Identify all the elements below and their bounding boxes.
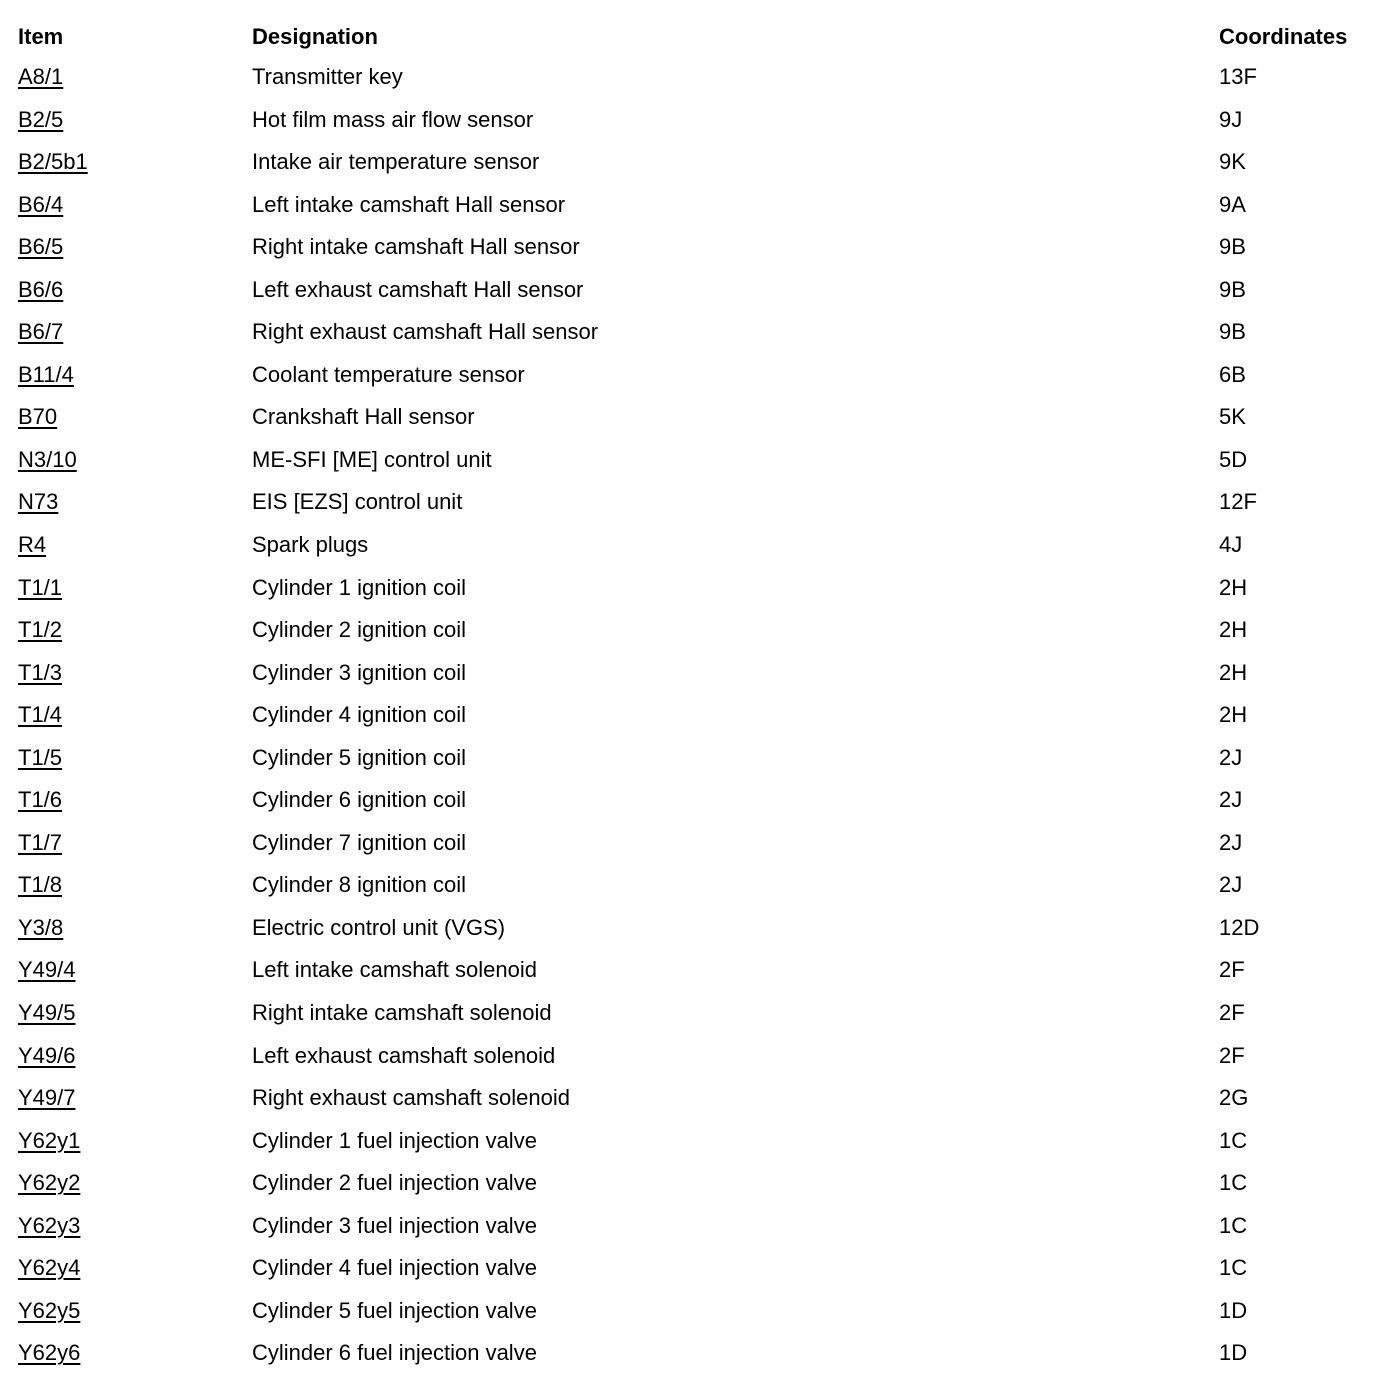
table-row (18, 439, 1378, 482)
coordinates-cell: 2H (1219, 617, 1248, 643)
table-row (18, 226, 1378, 269)
designation-cell: Right exhaust camshaft Hall sensor (252, 319, 599, 345)
designation-cell: Cylinder 5 fuel injection valve (252, 1297, 537, 1323)
item-link[interactable]: Y62y6 (18, 1340, 81, 1366)
item-link[interactable]: R4 (18, 532, 47, 558)
designation-cell: Transmitter key (252, 64, 403, 89)
designation-cell: Left intake camshaft Hall sensor (252, 191, 566, 217)
item-cell (18, 481, 58, 524)
designation-cell: Left intake camshaft solenoid (252, 957, 537, 983)
item-cell (18, 992, 76, 1035)
table-row (18, 1205, 1378, 1248)
designation-cell: Right exhaust camshaft solenoid (252, 1085, 570, 1111)
designation-cell: Cylinder 2 fuel injection valve (252, 1170, 537, 1196)
coordinates-cell: 2J (1219, 744, 1243, 770)
item-link[interactable]: Y49/4 (18, 957, 76, 983)
item-cell (18, 1162, 80, 1205)
designation-cell: Electric control unit (VGS) (252, 914, 506, 940)
table-row (18, 269, 1378, 312)
table-row (18, 609, 1378, 652)
item-link[interactable]: B6/5 (18, 234, 64, 260)
coordinates-cell: 9B (1219, 234, 1246, 260)
designation-cell: Right intake camshaft Hall sensor (252, 234, 580, 260)
item-link[interactable]: Y3/8 (18, 914, 64, 940)
item-column-header: Item (18, 24, 64, 49)
table-row (18, 1162, 1378, 1205)
item-link[interactable]: T1/5 (18, 744, 63, 770)
item-cell (18, 822, 62, 865)
item-link[interactable]: Y62y5 (18, 1297, 81, 1323)
table-row (18, 992, 1378, 1035)
item-cell (18, 609, 62, 652)
coordinates-cell: 4J (1219, 532, 1243, 558)
table-row (18, 354, 1378, 397)
coordinates-cell: 2F (1219, 1042, 1245, 1068)
table-row (18, 311, 1378, 354)
item-cell (18, 737, 62, 780)
item-cell (18, 99, 63, 142)
designation-cell: Cylinder 3 ignition coil (252, 659, 466, 685)
item-cell (18, 907, 63, 950)
table-row (18, 864, 1378, 907)
item-cell (18, 396, 57, 439)
item-link[interactable]: T1/2 (18, 617, 63, 643)
designation-cell: Cylinder 1 ignition coil (252, 574, 466, 600)
table-row (18, 652, 1378, 695)
designation-cell: Cylinder 3 fuel injection valve (252, 1212, 537, 1238)
designation-cell: Crankshaft Hall sensor (252, 404, 475, 430)
coordinates-cell: 1C (1219, 1170, 1248, 1196)
designation-cell: Intake air temperature sensor (252, 149, 540, 175)
item-link[interactable]: Y49/5 (18, 1000, 76, 1026)
item-cell (18, 949, 76, 992)
table-row (18, 1077, 1378, 1120)
designation-cell: Right intake camshaft solenoid (252, 1000, 552, 1026)
component-legend-table (18, 18, 1378, 1375)
item-cell (18, 184, 63, 227)
coordinates-cell: 2F (1219, 957, 1245, 983)
item-link[interactable]: B2/5b1 (18, 149, 88, 175)
designation-cell: EIS [EZS] control unit (252, 489, 463, 515)
table-row (18, 779, 1378, 822)
coordinates-cell: 2J (1219, 829, 1243, 855)
item-cell (18, 524, 46, 567)
item-cell (18, 1205, 80, 1248)
designation-cell: Cylinder 1 fuel injection valve (252, 1127, 537, 1153)
coordinates-cell: 1D (1219, 1340, 1248, 1366)
item-cell (18, 1332, 80, 1375)
coordinates-cell: 9J (1219, 106, 1243, 132)
table-row (18, 99, 1378, 142)
item-link[interactable]: B11/4 (18, 361, 74, 387)
item-link[interactable]: Y62y3 (18, 1212, 81, 1238)
coordinates-cell: 2F (1219, 1000, 1245, 1026)
item-cell (18, 56, 63, 99)
item-link[interactable]: T1/3 (18, 659, 63, 685)
item-cell (18, 1290, 80, 1333)
item-cell (18, 779, 62, 822)
table-row (18, 907, 1378, 950)
item-cell (18, 1077, 76, 1120)
item-cell (18, 439, 77, 482)
designation-cell: ME-SFI [ME] control unit (252, 446, 492, 472)
coordinates-cell: 13F (1219, 64, 1257, 89)
item-cell (18, 354, 74, 397)
designation-cell: Cylinder 4 fuel injection valve (252, 1255, 537, 1281)
item-link[interactable]: Y49/7 (18, 1085, 76, 1111)
item-link[interactable]: B6/6 (18, 276, 64, 302)
table-row (18, 524, 1378, 567)
designation-cell: Cylinder 6 fuel injection valve (252, 1340, 537, 1366)
table-row (18, 737, 1378, 780)
table-row (18, 949, 1378, 992)
item-link[interactable]: B6/4 (18, 191, 64, 217)
item-cell (18, 567, 62, 610)
table-row (18, 1035, 1378, 1078)
item-link[interactable]: B70 (18, 404, 58, 430)
item-cell (18, 694, 62, 737)
coordinates-cell: 9B (1219, 319, 1246, 345)
item-link[interactable]: T1/8 (18, 872, 63, 898)
table-header-row (18, 18, 1378, 56)
coordinates-cell: 12F (1219, 489, 1257, 515)
item-cell (18, 1035, 76, 1078)
item-link[interactable]: A8/1 (18, 64, 64, 89)
item-cell (18, 864, 62, 907)
table-row (18, 184, 1378, 227)
coordinates-cell: 1D (1219, 1297, 1248, 1323)
designation-cell: Left exhaust camshaft Hall sensor (252, 276, 584, 302)
coordinates-cell: 2G (1219, 1085, 1249, 1111)
item-link[interactable]: B6/7 (18, 319, 64, 345)
table-row (18, 56, 1378, 99)
designation-column-header: Designation (252, 24, 378, 49)
coordinates-cell: 5D (1219, 446, 1248, 472)
item-link[interactable]: Y49/6 (18, 1042, 76, 1068)
coordinates-cell: 1C (1219, 1127, 1248, 1153)
item-link[interactable]: T1/1 (18, 574, 63, 600)
table-row (18, 1332, 1378, 1375)
item-link[interactable]: T1/6 (18, 787, 63, 813)
coordinates-cell: 1C (1219, 1255, 1248, 1281)
designation-cell: Left exhaust camshaft solenoid (252, 1042, 556, 1068)
coordinates-cell: 2H (1219, 702, 1248, 728)
table-row (18, 141, 1378, 184)
coordinates-cell: 6B (1219, 361, 1246, 387)
coordinates-cell: 1C (1219, 1212, 1248, 1238)
designation-cell: Cylinder 7 ignition coil (252, 829, 466, 855)
coordinates-column-header: Coordinates (1219, 24, 1348, 49)
coordinates-cell: 2J (1219, 872, 1243, 898)
coordinates-cell: 9B (1219, 276, 1246, 302)
item-link[interactable]: N3/10 (18, 446, 77, 472)
item-cell (18, 1247, 80, 1290)
item-link[interactable]: Y62y2 (18, 1170, 81, 1196)
designation-cell: Coolant temperature sensor (252, 361, 525, 387)
table-row (18, 1120, 1378, 1163)
designation-cell: Hot film mass air flow sensor (252, 106, 534, 132)
designation-cell: Cylinder 4 ignition coil (252, 702, 466, 728)
table-row (18, 396, 1378, 439)
designation-cell: Cylinder 5 ignition coil (252, 744, 466, 770)
coordinates-cell: 5K (1219, 404, 1246, 430)
item-link[interactable]: Y62y4 (18, 1255, 81, 1281)
item-link[interactable]: B2/5 (18, 106, 64, 132)
item-cell (18, 652, 62, 695)
coordinates-cell: 2H (1219, 574, 1248, 600)
designation-cell: Cylinder 2 ignition coil (252, 617, 466, 643)
item-link[interactable]: T1/4 (18, 702, 63, 728)
item-cell (18, 1120, 80, 1163)
coordinates-cell: 9A (1219, 191, 1246, 217)
table-row (18, 822, 1378, 865)
coordinates-cell: 12D (1219, 914, 1260, 940)
table-body (18, 56, 1378, 1375)
table-row (18, 481, 1378, 524)
table-row (18, 1247, 1378, 1290)
table-row (18, 1290, 1378, 1333)
item-cell (18, 226, 63, 269)
designation-cell: Cylinder 6 ignition coil (252, 787, 466, 813)
coordinates-cell: 2H (1219, 659, 1248, 685)
coordinates-cell: 2J (1219, 787, 1243, 813)
item-cell (18, 269, 63, 312)
table-row (18, 694, 1378, 737)
item-cell (18, 311, 63, 354)
item-link[interactable]: Y62y1 (18, 1127, 81, 1153)
coordinates-cell: 9K (1219, 149, 1246, 175)
table-row (18, 567, 1378, 610)
item-link[interactable]: T1/7 (18, 829, 63, 855)
item-link[interactable]: N73 (18, 489, 59, 515)
item-cell (18, 141, 88, 184)
designation-cell: Spark plugs (252, 532, 369, 558)
designation-cell: Cylinder 8 ignition coil (252, 872, 466, 898)
